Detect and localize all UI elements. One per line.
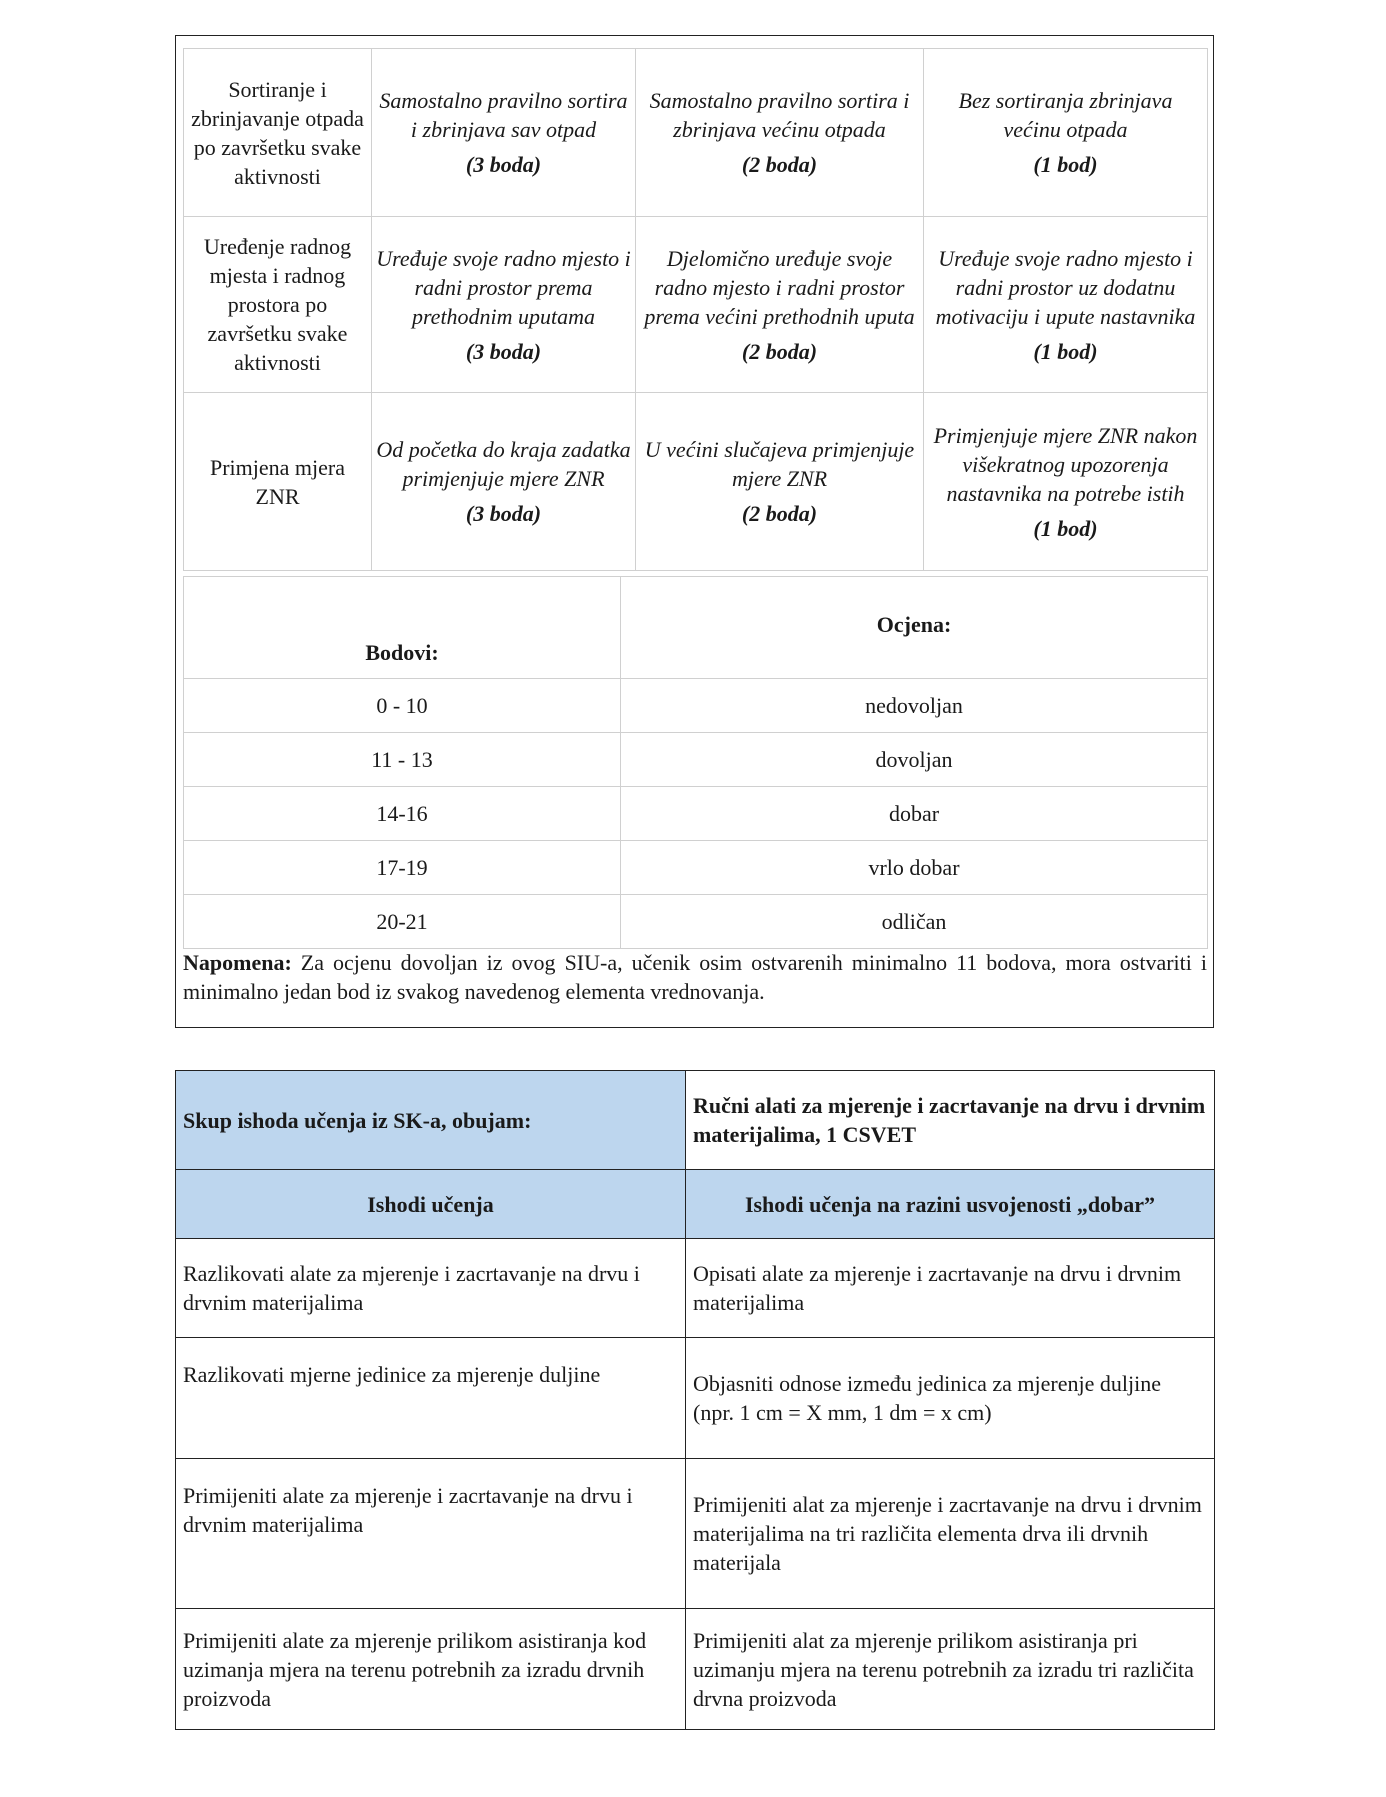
criteria-level-2	[636, 393, 924, 571]
criteria-element: Uređenje radnog mjesta i radnog prostora po završetku svake aktivnosti	[184, 217, 372, 393]
criteria-level-3	[372, 49, 636, 217]
criteria-row	[184, 49, 1208, 217]
criteria-level-1	[924, 217, 1208, 393]
level-text: Uređuje svoje radno mjesto i radni prostor uz dodatnu motivaciju i upute nastavnika	[935, 245, 1196, 329]
criteria-level-2	[636, 217, 924, 393]
good-level-text: Objasniti odnose između jedinica za mjerenje duljine (npr. 1 cm = X mm, 1 dm = x cm)	[686, 1338, 1215, 1459]
assessment-rubric-frame	[175, 35, 1214, 1028]
outcome-text: Razlikovati mjerne jedinice za mjerenje duljine	[176, 1338, 686, 1459]
level-points: (2 boda)	[741, 501, 818, 526]
outcome-row	[176, 1338, 1215, 1459]
grades-row	[184, 733, 1208, 787]
level-text: Djelomično uređuje svoje radno mjesto i radni prostor prema većini prethodnih uputa	[644, 245, 915, 329]
level-points: (2 boda)	[741, 338, 818, 364]
level-points: (3 boda)	[465, 501, 542, 526]
criteria-row	[184, 217, 1208, 393]
outcome-text: Primijeniti alate za mjerenje prilikom asistiranja kod uzimanja mjera na terenu potrebnih za izradu drvnih proizvoda	[176, 1609, 686, 1730]
level-points: (1 bod)	[1033, 152, 1098, 177]
grades-table	[183, 576, 1208, 949]
grade-value: dovoljan	[621, 733, 1208, 787]
note-paragraph	[183, 948, 1207, 1006]
grades-row	[184, 841, 1208, 895]
outcome-text: Primijeniti alate za mjerenje i zacrtavanje na drvu i drvnim materijalima	[176, 1459, 686, 1609]
good-level-text: Opisati alate za mjerenje i zacrtavanje na drvu i drvnim materijalima	[686, 1239, 1215, 1338]
grades-row	[184, 895, 1208, 949]
level-text: Uređuje svoje radno mjesto i radni prostor prema prethodnim uputama	[376, 245, 631, 329]
grade-value: odličan	[621, 895, 1208, 949]
grade-header: Ocjena:	[621, 577, 1208, 679]
points-range: 0 - 10	[184, 679, 621, 733]
grades-row	[184, 679, 1208, 733]
good-level-text: Primijeniti alat za mjerenje prilikom asistiranja pri uzimanju mjera na terenu potrebnih za izradu tri različita drvna proizvoda	[686, 1609, 1215, 1730]
grades-header-row	[184, 577, 1208, 679]
level-points: (1 bod)	[1033, 515, 1098, 541]
level-text: Bez sortiranja zbrinjava većinu otpada	[958, 88, 1173, 142]
points-range: 17-19	[184, 841, 621, 895]
outcome-set-label: Skup ishoda učenja iz SK-a, obujam:	[176, 1071, 686, 1170]
criteria-table	[183, 48, 1208, 571]
level-points: (3 boda)	[465, 152, 542, 177]
outcome-set-row	[176, 1071, 1215, 1170]
criteria-level-1	[924, 49, 1208, 217]
criteria-level-3	[372, 393, 636, 571]
note-text: Za ocjenu dovoljan iz ovog SIU-a, učenik osim ostvarenih minimalno 11 bodova, mora ostvariti i minimalno jedan bod iz svakog navedenog elementa vrednovanja.	[183, 950, 1207, 1004]
points-range: 20-21	[184, 895, 621, 949]
outcome-row	[176, 1459, 1215, 1609]
outcomes-header-row	[176, 1170, 1215, 1239]
level-text: Primjenjuje mjere ZNR nakon višekratnog upozorenja nastavnika na potrebe istih	[933, 422, 1198, 506]
level-text: Samostalno pravilno sortira i zbrinjava sav otpad	[379, 88, 628, 142]
grade-value: nedovoljan	[621, 679, 1208, 733]
points-header: Bodovi:	[184, 577, 621, 679]
points-range: 11 - 13	[184, 733, 621, 787]
good-level-column-header: Ishodi učenja na razini usvojenosti „dobar”	[686, 1170, 1215, 1239]
criteria-level-1	[924, 393, 1208, 571]
level-points: (1 bod)	[1033, 338, 1098, 364]
criteria-level-3	[372, 217, 636, 393]
level-text: U većini slučajeva primjenjuje mjere ZNR	[644, 437, 915, 491]
criteria-level-2	[636, 49, 924, 217]
level-text: Od početka do kraja zadatka primjenjuje mjere ZNR	[376, 437, 631, 491]
grades-row	[184, 787, 1208, 841]
points-range: 14-16	[184, 787, 621, 841]
criteria-element: Primjena mjera ZNR	[184, 393, 372, 571]
level-text: Samostalno pravilno sortira i zbrinjava većinu otpada	[649, 88, 910, 142]
learning-outcomes-table	[175, 1070, 1215, 1730]
outcomes-column-header: Ishodi učenja	[176, 1170, 686, 1239]
level-points: (2 boda)	[741, 152, 818, 177]
level-points: (3 boda)	[465, 338, 542, 364]
good-level-text: Primijeniti alat za mjerenje i zacrtavanje na drvu i drvnim materijalima na tri različita elementa drva ili drvnih materijala	[686, 1459, 1215, 1609]
outcome-row	[176, 1609, 1215, 1730]
criteria-element: Sortiranje i zbrinjavanje otpada po završetku svake aktivnosti	[184, 49, 372, 217]
outcome-row	[176, 1239, 1215, 1338]
grade-value: vrlo dobar	[621, 841, 1208, 895]
note-label: Napomena:	[183, 950, 292, 975]
grade-value: dobar	[621, 787, 1208, 841]
outcome-set-value: Ručni alati za mjerenje i zacrtavanje na drvu i drvnim materijalima, 1 CSVET	[686, 1071, 1215, 1170]
criteria-row	[184, 393, 1208, 571]
outcome-text: Razlikovati alate za mjerenje i zacrtavanje na drvu i drvnim materijalima	[176, 1239, 686, 1338]
